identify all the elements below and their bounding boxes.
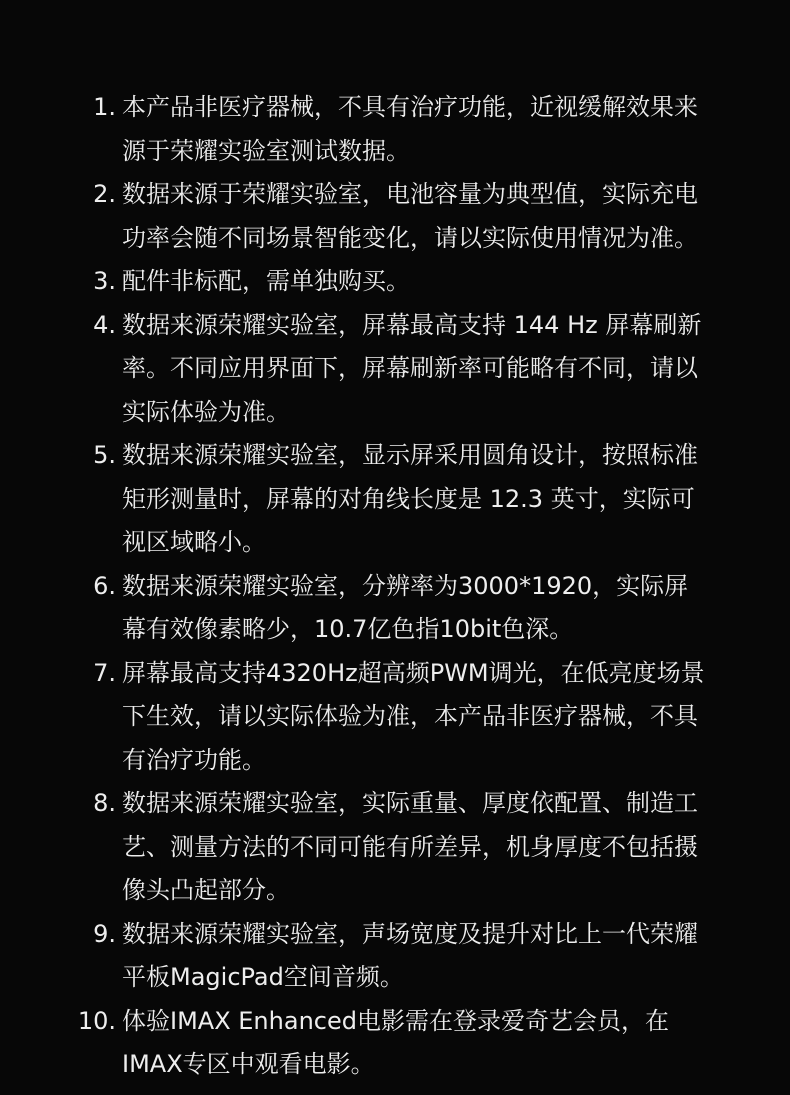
item-number: 9.: [93, 919, 116, 948]
disclaimer-item-5: [0, 434, 790, 565]
disclaimer-item-4: [0, 304, 790, 435]
disclaimer-item-3: [0, 260, 790, 304]
disclaimer-item-8: [0, 782, 790, 913]
item-number: 7.: [93, 658, 116, 687]
item-number: 1.: [93, 93, 116, 121]
disclaimer-item-6: [0, 565, 790, 652]
item-text: 数据来源荣耀实验室，显示屏采用圆角设计，按照标准矩形测量时，屏幕的对角线长度是 12.3 英寸，实际可视区域略小。: [122, 441, 698, 556]
item-number: 4.: [93, 310, 116, 339]
item-text: 体验IMAX Enhanced电影需在登录爱奇艺会员，在IMAX专区中观看电影。: [122, 1006, 669, 1078]
item-number: 3.: [93, 267, 116, 295]
item-text: 数据来源荣耀实验室，声场宽度及提升对比上一代荣耀平板MagicPad空间音频。: [122, 919, 698, 991]
item-text: 本产品非医疗器械，不具有治疗功能，近视缓解效果来源于荣耀实验室测试数据。: [122, 93, 698, 165]
item-number: 6.: [93, 571, 116, 600]
item-number: 8.: [93, 789, 116, 817]
item-text: 数据来源于荣耀实验室，电池容量为典型值，实际充电功率会随不同场景智能变化，请以实际使用情况为准。: [122, 180, 698, 252]
disclaimer-item-7: [0, 652, 790, 783]
disclaimer-item-9: [0, 913, 790, 1000]
disclaimer-list: [0, 86, 790, 1087]
item-number: 5.: [93, 441, 116, 469]
item-text: 数据来源荣耀实验室，分辨率为3000*1920，实际屏幕有效像素略少，10.7亿色指10bit色深。: [122, 571, 689, 643]
disclaimer-item-10: [0, 1000, 790, 1087]
item-number: 2.: [93, 180, 116, 208]
item-number: 10.: [77, 1006, 116, 1035]
disclaimer-item-2: [0, 173, 790, 260]
item-text: 数据来源荣耀实验室，屏幕最高支持 144 Hz 屏幕刷新率。不同应用界面下，屏幕刷新率可能略有不同，请以实际体验为准。: [122, 310, 702, 426]
item-text: 配件非标配，需单独购买。: [122, 267, 410, 295]
item-text: 数据来源荣耀实验室，实际重量、厚度依配置、制造工艺、测量方法的不同可能有所差异，机身厚度不包括摄像头凸起部分。: [122, 789, 698, 904]
item-text: 屏幕最高支持4320Hz超高频PWM调光，在低亮度场景下生效，请以实际体验为准，本产品非医疗器械，不具有治疗功能。: [122, 658, 705, 774]
disclaimer-item-1: [0, 86, 790, 173]
